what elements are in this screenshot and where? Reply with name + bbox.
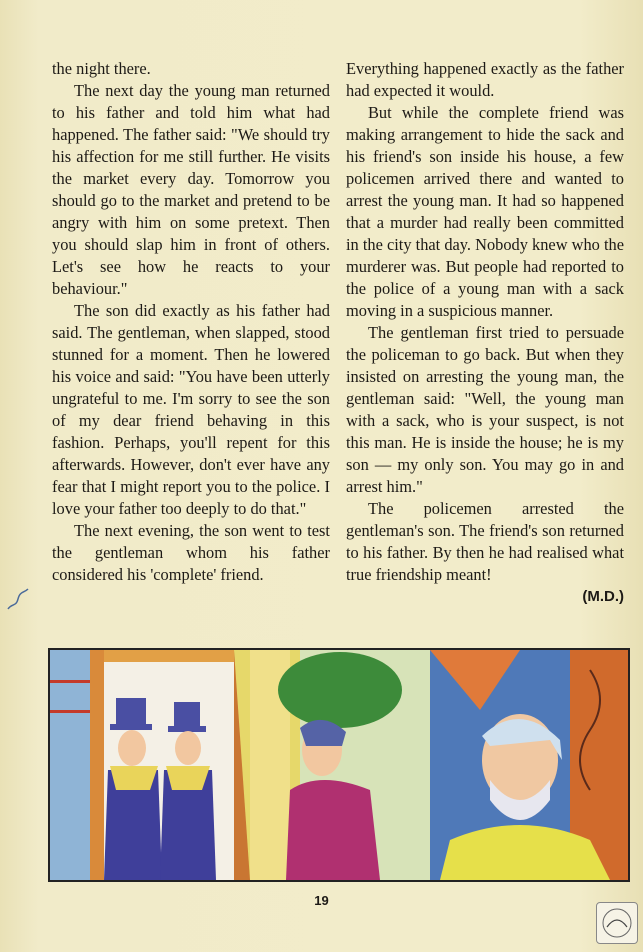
paragraph: the night there. [52, 59, 151, 78]
paragraph: The son did exactly as his father had said. The gentleman, when slapped, stood stunned for a moment. Then he lowered his voice and said: "You have been utterly ungrateful to me. I'm sorry to see the son of my dear friend behaving in this fashion. Perhaps, you'll repent for this afterwards. However, don't ever have any fear that I might report you to the police. I love your father too deeply to do that." [52, 301, 330, 518]
paragraph: But while the complete friend was making arrangement to hide the sack and his friend's son inside his house, a few policemen arrived there and wanted to arrest the young man. It had so happened that a murder had really been committed in the city that day. Nobody knew who the murderer was. But people had reported to the police of a young man with a sack moving in a suspicious manner. [346, 103, 624, 320]
watermark-stamp [596, 902, 638, 944]
paragraph: The policemen arrested the gentleman's son. The friend's son returned to his father. By then he had realised what true friendship meant! [346, 499, 624, 584]
story-illustration [48, 648, 630, 882]
right-text-column [346, 58, 624, 608]
pencil-mark [4, 585, 34, 615]
sack [278, 652, 402, 728]
illustration-art [50, 650, 628, 880]
paragraph: The next day the young man returned to his father and told him what had happened. The father said: "We should try his affection for me still further. He visits the market every day. Tomorrow you should go to the market and pretend to be angry with him on some pretext. Then you should slap him in front of others. Let's see how he reacts to your behaviour." [52, 81, 330, 298]
page-number: 19 [314, 893, 329, 908]
author-signature: (M.D.) [582, 588, 624, 605]
paragraph: The gentleman first tried to persuade the policeman to go back. But when they insisted on arresting the young man, the gentleman said: "Well, the young man with a sack, who is your suspect, is not this man. He is inside the house; he is my son — my only son. You may go in and arrest him." [346, 323, 624, 496]
paragraph: The next evening, the son went to test the gentleman whom his father considered his 'complete' friend. [52, 521, 330, 584]
left-text-column [52, 58, 330, 586]
paragraph: Everything happened exactly as the father had expected it would. [346, 59, 624, 100]
